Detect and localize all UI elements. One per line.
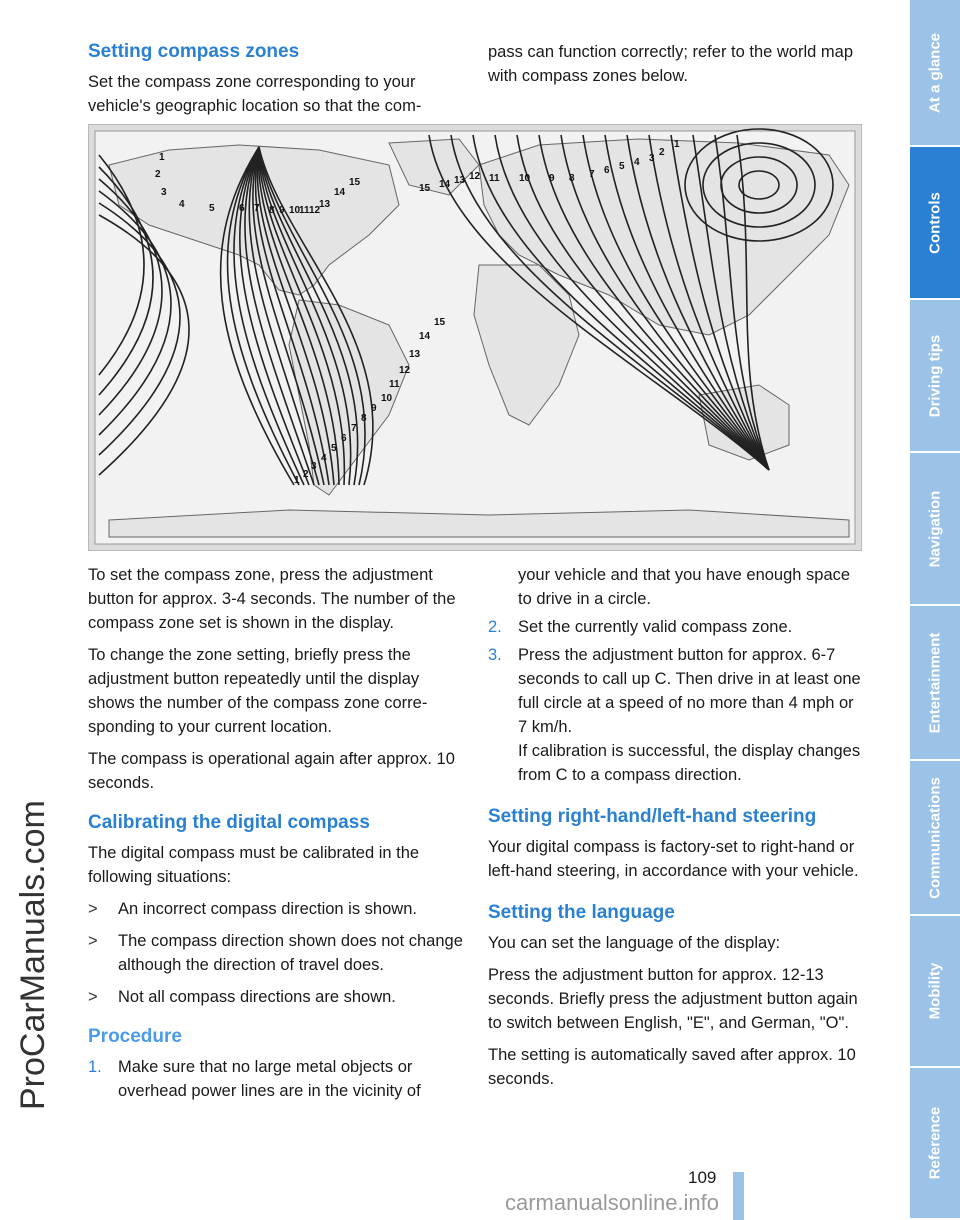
bullet-marker: > <box>88 932 98 950</box>
chapter-sidebar <box>910 0 960 1220</box>
language-heading: Setting the language <box>488 902 675 923</box>
zone-number-label: 5 <box>209 203 215 214</box>
procedure-step <box>88 1055 466 1103</box>
zone-number-label: 4 <box>634 157 640 168</box>
zone-number-label: 6 <box>604 165 610 176</box>
zone-number-label: 11 <box>299 205 310 216</box>
zone-number-label: 6 <box>341 433 347 444</box>
change-zone-paragraph: To change the zone setting, briefly press the adjustment button repeatedly until the display shows the number of the compass zone corre-sponding to your current location. <box>88 646 428 736</box>
step-result-text: If calibration is successful, the display changes from C to a compass direction. <box>518 742 861 784</box>
zone-number-label: 15 <box>349 177 361 188</box>
zone-number-label: 2 <box>155 169 161 180</box>
zone-number-label: 9 <box>549 173 555 184</box>
zone-number-label: 3 <box>649 153 655 164</box>
step-number: 1. <box>88 1058 102 1076</box>
list-item <box>88 985 466 1009</box>
steering-heading: Setting right-hand/left-hand steering <box>488 806 817 827</box>
zone-number-label: 12 <box>469 171 481 182</box>
language-instructions: Press the adjustment button for approx. 12-13 seconds. Briefly press the adjustment button again to switch between English, "E", and German, "O". <box>488 966 858 1032</box>
left-column <box>88 563 466 1107</box>
bullet-text: The compass direction shown does not change although the direction of travel does. <box>118 932 463 974</box>
zone-number-label: 1 <box>159 152 165 163</box>
footer-watermark: carmanualsonline.info <box>505 1190 720 1215</box>
tab-controls[interactable]: Controls <box>910 147 960 300</box>
zone-number-label: 14 <box>439 179 451 190</box>
language-intro: You can set the language of the display: <box>488 934 781 952</box>
zone-number-label: 7 <box>254 203 260 214</box>
list-item <box>88 897 466 921</box>
zone-number-label: 8 <box>569 173 575 184</box>
compass-zones-heading: Setting compass zones <box>88 41 300 62</box>
page-number-bar <box>733 1172 744 1220</box>
procedure-step <box>488 615 864 639</box>
step-number: 3. <box>488 646 502 664</box>
zone-number-label: 10 <box>381 393 393 404</box>
intro-paragraph-left: Set the compass zone corresponding to your vehicle's geographic location so that the com- <box>88 73 422 115</box>
step-continuation: your vehicle and that you have enough space to drive in a circle. <box>518 566 851 608</box>
zone-number-label: 13 <box>319 199 331 210</box>
zone-number-label: 7 <box>351 423 357 434</box>
zone-number-label: 13 <box>409 349 421 360</box>
tab-driving-tips[interactable]: Driving tips <box>910 300 960 453</box>
zone-number-label: 8 <box>361 413 367 424</box>
tab-mobility[interactable]: Mobility <box>910 916 960 1068</box>
step-text: Press the adjustment button for approx. 6-7 seconds to call up C. Then drive in at least one full circle at a speed of no more than 4 mph or 7 km/h. <box>518 646 861 736</box>
bullet-marker: > <box>88 988 98 1006</box>
zone-number-label: 5 <box>331 443 337 454</box>
zone-number-label: 1 <box>674 139 680 150</box>
zone-number-label: 14 <box>334 187 346 198</box>
tab-at-a-glance[interactable]: At a glance <box>910 0 960 147</box>
zone-number-label: 4 <box>321 453 327 464</box>
bullet-text: Not all compass directions are shown. <box>118 988 396 1006</box>
list-item <box>88 929 466 977</box>
calibrating-heading: Calibrating the digital compass <box>88 812 370 833</box>
zone-number-label: 15 <box>434 317 446 328</box>
zone-number-label: 15 <box>419 183 431 194</box>
bullet-marker: > <box>88 900 98 918</box>
zone-number-label: 2 <box>659 147 665 158</box>
zone-number-label: 9 <box>279 205 285 216</box>
zone-number-label: 6 <box>239 203 245 214</box>
zone-number-label: 8 <box>269 205 275 216</box>
step-text: Make sure that no large metal objects or overhead power lines are in the vicinity of <box>118 1058 421 1100</box>
world-map-svg <box>89 125 861 550</box>
site-watermark: ProCarManuals.com <box>14 800 52 1110</box>
zone-number-label: 9 <box>371 403 377 414</box>
intro-right-column <box>488 40 863 96</box>
zone-number-label: 7 <box>589 169 595 180</box>
calibrating-intro: The digital compass must be calibrated in the following situations: <box>88 844 420 886</box>
language-saved-note: The setting is automatically saved after approx. 10 seconds. <box>488 1046 856 1088</box>
step-text: Set the currently valid compass zone. <box>518 618 793 636</box>
bullet-text: An incorrect compass direction is shown. <box>118 900 417 918</box>
zone-number-label: 2 <box>303 469 309 480</box>
zone-number-label: 12 <box>309 205 321 216</box>
zone-number-label: 14 <box>419 331 431 342</box>
tab-communications[interactable]: Communications <box>910 761 960 916</box>
zone-number-label: 11 <box>389 379 400 390</box>
zone-number-label: 12 <box>399 365 411 376</box>
procedure-step <box>488 643 864 739</box>
zone-number-label: 1 <box>294 475 300 486</box>
zone-number-label: 13 <box>454 175 466 186</box>
zone-number-label: 11 <box>489 173 500 184</box>
zone-number-label: 10 <box>519 173 531 184</box>
zone-number-label: 3 <box>161 187 167 198</box>
zone-number-label: 5 <box>619 161 625 172</box>
intro-paragraph-right: pass can function correctly; refer to the world map with compass zones below. <box>488 43 853 85</box>
zone-number-label: 4 <box>179 199 185 210</box>
page-number: 109 <box>688 1168 717 1187</box>
tab-reference[interactable]: Reference <box>910 1068 960 1220</box>
step-number: 2. <box>488 618 502 636</box>
tab-navigation[interactable]: Navigation <box>910 453 960 606</box>
steering-paragraph: Your digital compass is factory-set to right-hand or left-hand steering, in accordance with your vehicle. <box>488 838 859 880</box>
compass-zone-world-map <box>88 124 862 551</box>
tab-entertainment[interactable]: Entertainment <box>910 606 960 761</box>
operational-paragraph: The compass is operational again after approx. 10 seconds. <box>88 750 455 792</box>
zone-number-label: 10 <box>289 205 301 216</box>
intro-left-column <box>88 40 468 126</box>
zone-number-label: 3 <box>311 461 317 472</box>
set-zone-paragraph: To set the compass zone, press the adjustment button for approx. 3-4 seconds. The number of the compass zone set is shown in the display. <box>88 566 456 632</box>
right-column <box>488 563 864 1099</box>
procedure-heading: Procedure <box>88 1026 182 1047</box>
